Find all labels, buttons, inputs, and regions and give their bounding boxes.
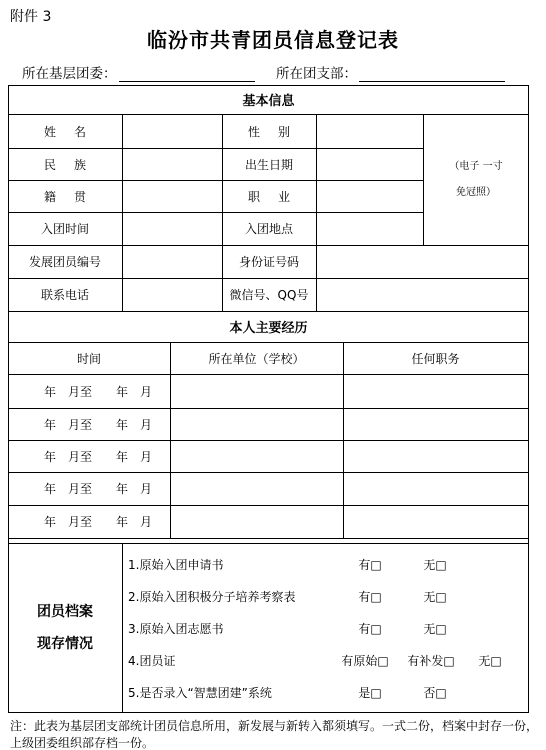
- archive-checkbox-option[interactable]: 有□: [358, 589, 382, 604]
- join-time-field[interactable]: [123, 213, 222, 245]
- ethnicity-field[interactable]: [123, 149, 222, 180]
- experience-time-cell[interactable]: 年 月至 年 月: [44, 417, 153, 432]
- name-field[interactable]: [123, 115, 222, 148]
- experience-position-cell[interactable]: [344, 409, 528, 440]
- experience-position-cell[interactable]: [344, 473, 528, 505]
- experience-unit-cell[interactable]: [171, 375, 343, 408]
- ethnicity-label: 民族: [43, 157, 104, 172]
- experience-time-cell[interactable]: 年 月至 年 月: [44, 515, 153, 529]
- join-place-field[interactable]: [317, 213, 423, 245]
- phone-label: 联系电话: [40, 288, 89, 302]
- attachment-label: 附件 3: [10, 9, 52, 25]
- photo-hint-line2: 免冠照）: [456, 187, 496, 198]
- photo-box[interactable]: [424, 115, 528, 245]
- experience-time-cell[interactable]: 年 月至 年 月: [44, 482, 153, 496]
- join-place-label: 入团地点: [244, 222, 293, 236]
- archive-checkbox-option[interactable]: 无□: [423, 557, 447, 572]
- col-unit-header: 所在单位（学校）: [208, 351, 305, 366]
- gender-label: 性别: [247, 124, 308, 139]
- wechat-qq-field[interactable]: [317, 279, 528, 311]
- archive-checkbox-option[interactable]: 无□: [478, 653, 502, 668]
- archive-item-text: 1.原始入团申请书: [128, 557, 224, 572]
- form-title: 临汾市共青团员信息登记表: [147, 28, 399, 52]
- occupation-label: 职业: [247, 189, 308, 204]
- archive-checkbox-option[interactable]: 有□: [358, 621, 382, 636]
- id-number-label: 身份证号码: [238, 255, 299, 269]
- archive-checkbox-option[interactable]: 有□: [358, 557, 382, 572]
- experience-unit-cell[interactable]: [171, 506, 343, 538]
- col-position-header: 任何职务: [411, 351, 460, 366]
- archive-checkbox-option[interactable]: 否□: [423, 685, 447, 700]
- archive-item-text: 5.是否录入“智慧团建”系统: [128, 685, 272, 700]
- name-label: 姓名: [43, 124, 104, 139]
- join-time-label: 入团时间: [40, 222, 89, 236]
- archive-item-text: 2.原始入团积极分子培养考察表: [128, 589, 296, 604]
- archive-checkbox-option[interactable]: 无□: [423, 589, 447, 604]
- experience-unit-cell[interactable]: [171, 473, 343, 505]
- archive-checkbox-option[interactable]: 有补发□: [407, 653, 455, 668]
- gender-field[interactable]: [317, 115, 423, 148]
- footnote: 注：此表为基层团支部统计团员信息所用，新发展与新转入都须填写。一式二份，档案中封存一份，上级团委组织部存档一份。: [10, 719, 539, 750]
- experience-position-cell[interactable]: [344, 375, 528, 408]
- archive-checkbox-option[interactable]: 无□: [423, 621, 447, 636]
- archive-label-line2: 现存情况: [37, 636, 93, 652]
- grassroots-committee-label: 所在基层团委：: [22, 66, 117, 82]
- native-place-label: 籍贯: [43, 189, 104, 204]
- experience-heading: 本人主要经历: [229, 321, 308, 336]
- archive-status-label: [8, 543, 122, 713]
- birth-date-label: 出生日期: [244, 157, 293, 172]
- id-number-field[interactable]: [317, 246, 528, 278]
- photo-hint-line1: （电子 一寸: [449, 161, 503, 172]
- col-time-header: 时间: [76, 351, 101, 366]
- archive-item-text: 4.团员证: [128, 653, 176, 668]
- wechat-qq-label: 微信号、QQ号: [229, 288, 309, 302]
- experience-unit-cell[interactable]: [171, 441, 343, 472]
- experience-unit-cell[interactable]: [171, 409, 343, 440]
- birth-date-field[interactable]: [317, 149, 423, 180]
- experience-position-cell[interactable]: [344, 506, 528, 538]
- experience-position-cell[interactable]: [344, 441, 528, 472]
- occupation-field[interactable]: [317, 181, 423, 212]
- member-number-label: 发展团员编号: [28, 255, 101, 269]
- archive-item-text: 3.原始入团志愿书: [128, 621, 224, 636]
- experience-time-cell[interactable]: 年 月至 年 月: [44, 384, 153, 399]
- branch-label: 所在团支部：: [276, 66, 357, 82]
- basic-info-heading: 基本信息: [242, 94, 295, 109]
- archive-checkbox-option[interactable]: 有原始□: [341, 653, 389, 668]
- native-place-field[interactable]: [123, 181, 222, 212]
- archive-label-line1: 团员档案: [37, 603, 93, 620]
- member-number-field[interactable]: [123, 246, 222, 278]
- phone-field[interactable]: [123, 279, 222, 311]
- archive-checkbox-option[interactable]: 是□: [358, 685, 382, 700]
- experience-time-cell[interactable]: 年 月至 年 月: [44, 449, 153, 464]
